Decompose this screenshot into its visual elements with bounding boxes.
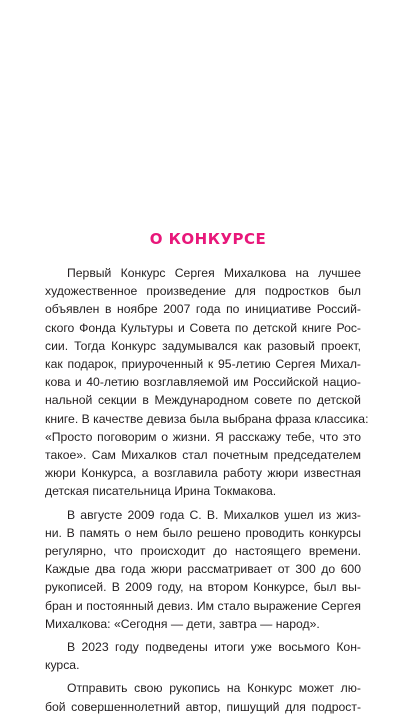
text-line: курса. <box>45 658 80 673</box>
text-line: кова и 40-летию возглавляемой им Российской нацио- <box>45 375 361 390</box>
paragraph-4 <box>45 679 361 715</box>
text-line: такое». Сам Михалков стал почетным председателем <box>45 448 361 463</box>
text-line: художественное произведение для подростков был <box>45 284 361 299</box>
text-line: «Просто поговорим о жизни. Я расскажу тебе, что это <box>45 429 361 444</box>
text-line: детская писательница Ирина Токмакова. <box>45 484 277 499</box>
text-line: рукописей. В 2009 году, на втором Конкурсе, был вы- <box>45 580 361 595</box>
text-line: Каждые два года жюри рассматривает от 300 до 600 <box>45 562 361 577</box>
text-line: В августе 2009 года С. В. Михалков ушел из жиз- <box>67 507 361 522</box>
text-line: Михалкова: «Сегодня — дети, завтра — народ». <box>45 616 320 631</box>
section-heading: О КОНКУРСЕ <box>149 230 267 248</box>
body-text <box>45 264 369 716</box>
text-line: сии. Тогда Конкурс задумывался как разовый проект, <box>45 338 361 353</box>
text-line: В 2023 году подведены итоги уже восьмого Кон- <box>67 640 361 655</box>
text-line: регулярно, что происходит до настоящего времени. <box>45 544 361 559</box>
text-line: ского Фонда Культуры и Совета по детской книге Рос- <box>45 320 361 335</box>
paragraph-1 <box>45 264 369 501</box>
paragraph-3 <box>45 638 361 674</box>
text-line: как подарок, приуроченный к 95-летию Сергея Михал- <box>45 357 361 372</box>
text-line: книге. В качестве девиза была выбрана фраза классика: <box>45 411 369 426</box>
paragraph-2 <box>45 506 361 633</box>
text-line: жюри Конкурса, а возглавила работу жюри известная <box>45 466 361 481</box>
text-line: объявлен в ноябре 2007 года по инициативе Россий- <box>45 302 361 317</box>
text-line: Отправить свою рукопись на Конкурс может лю- <box>67 681 361 696</box>
text-line: бран и постоянный девиз. Им стало выражение Сергея <box>45 598 361 613</box>
text-line: ни. В память о нем было решено проводить конкурсы <box>45 525 361 540</box>
text-line: нальной секции в Международном совете по детской <box>45 393 361 408</box>
text-line: бой совершеннолетний автор, пишущий для подрост- <box>45 699 361 714</box>
text-line: Первый Конкурс Сергея Михалкова на лучшее <box>67 266 361 280</box>
